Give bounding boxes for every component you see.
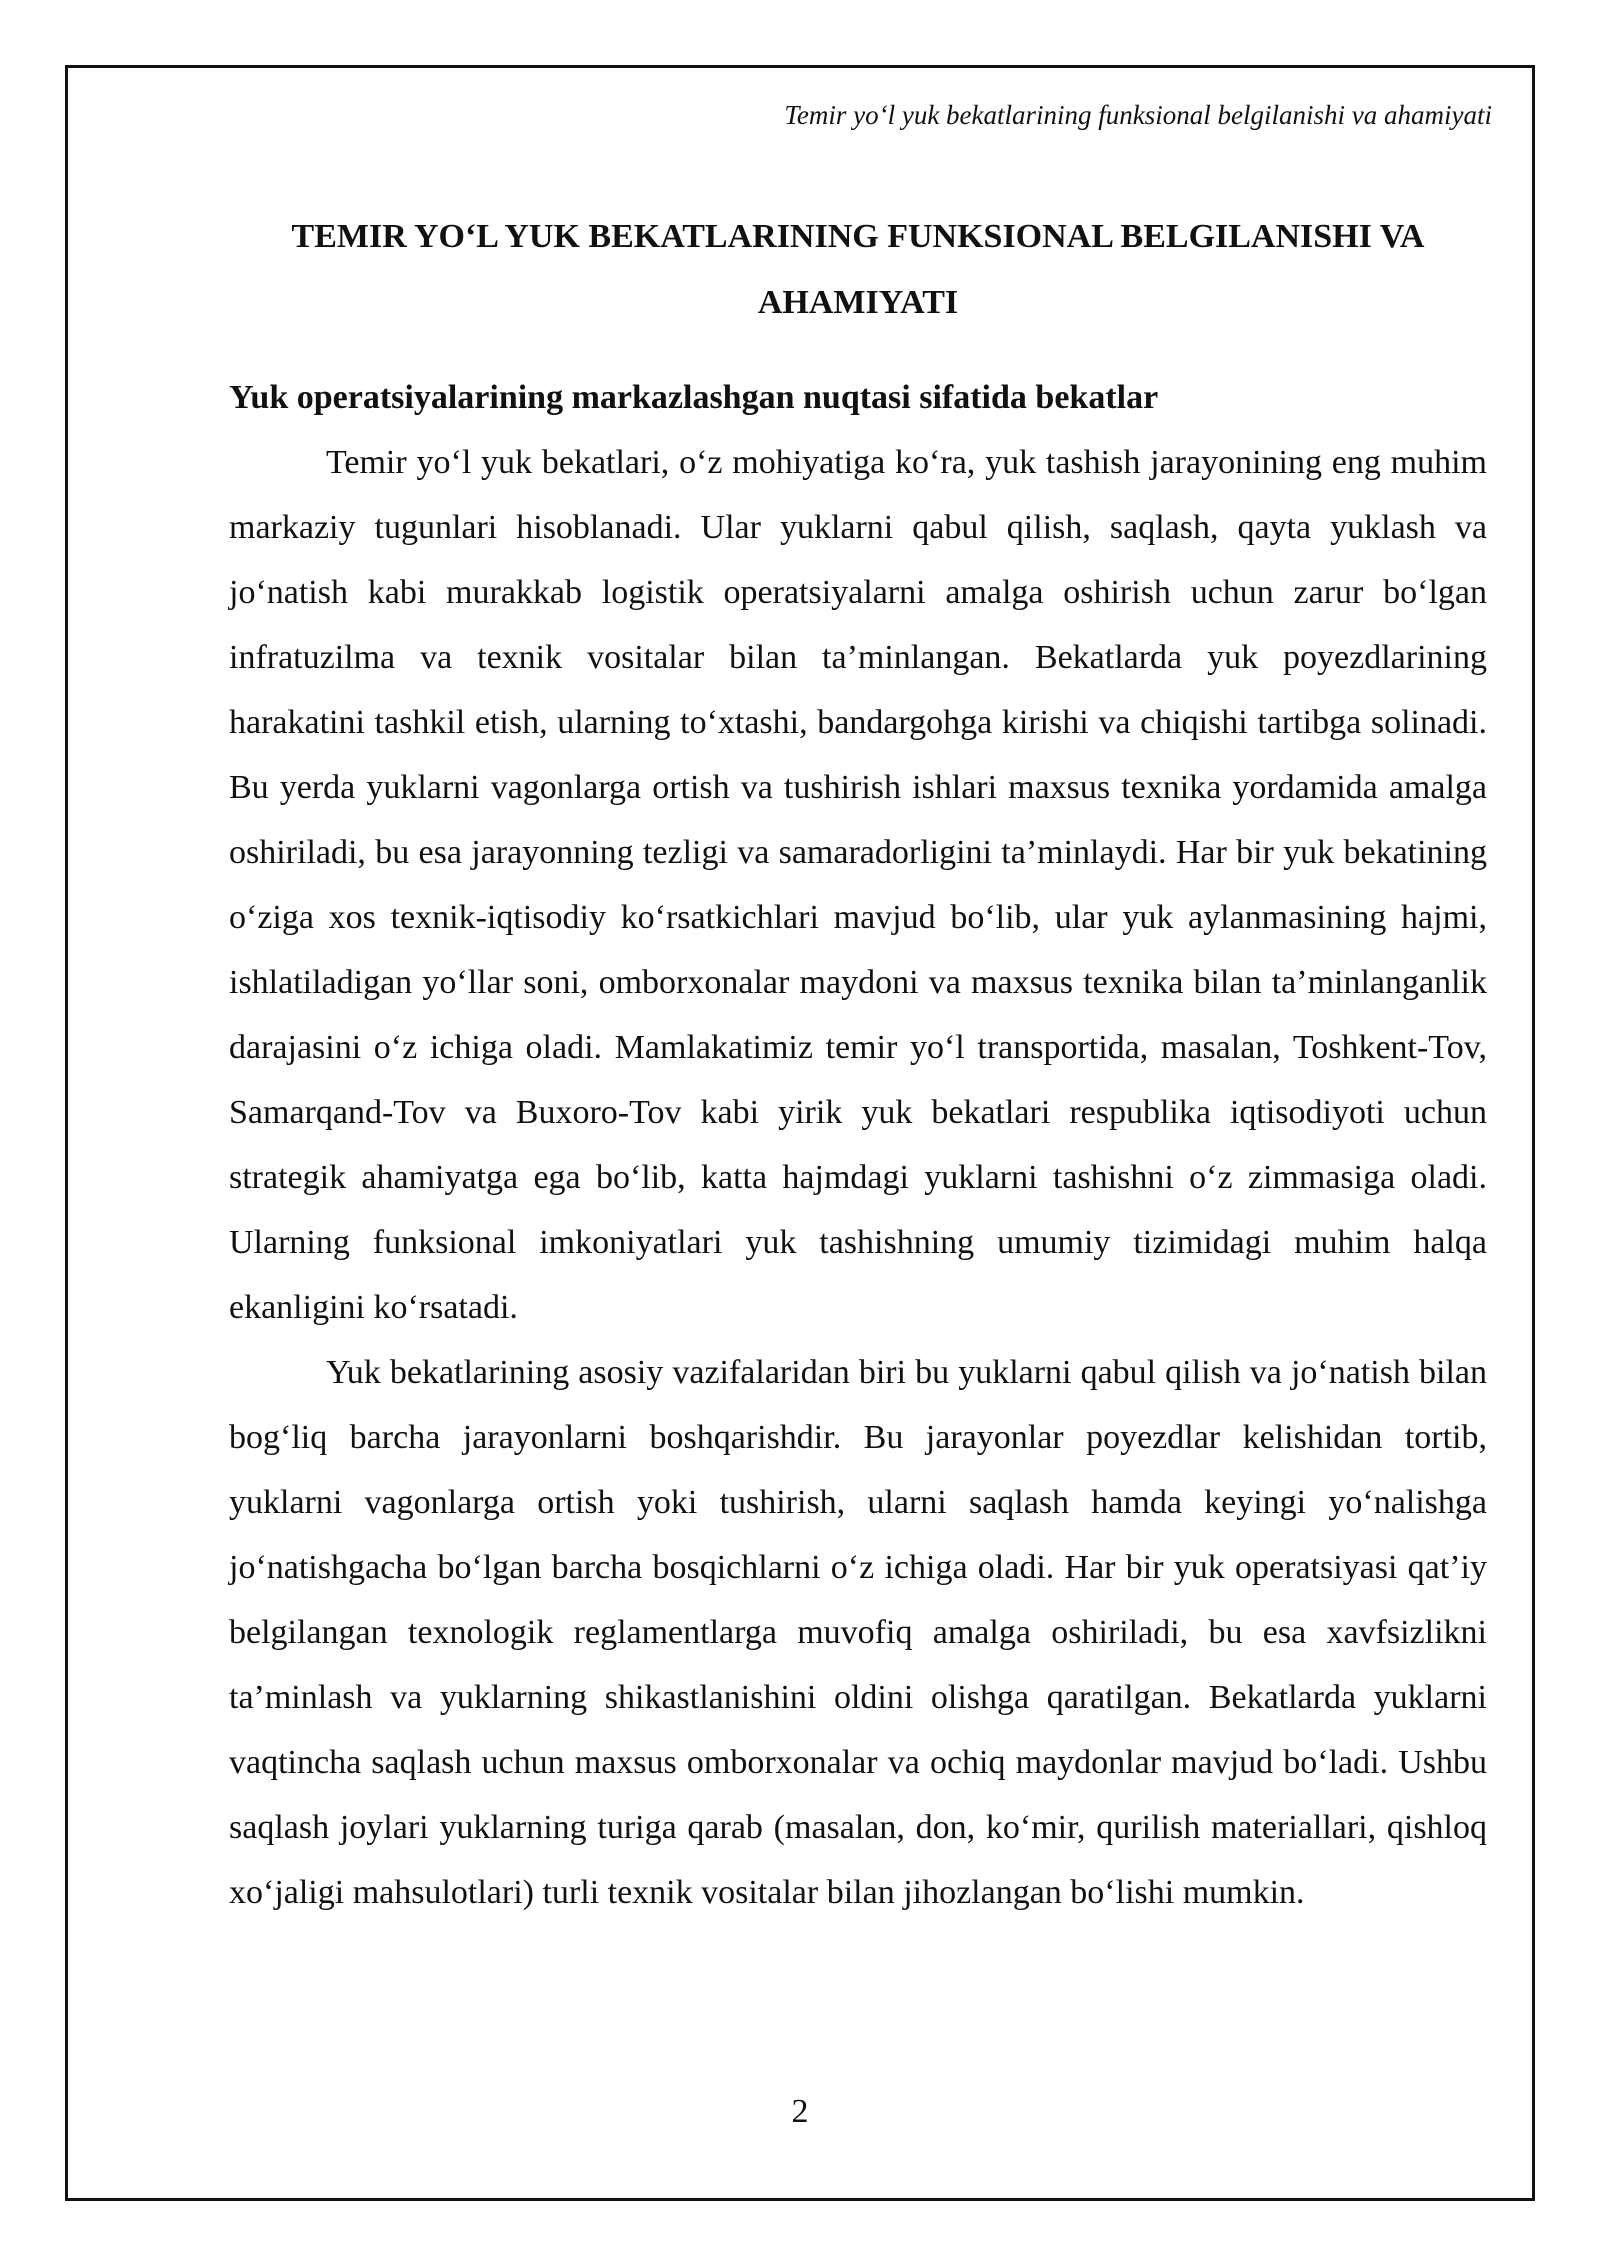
document-body	[229, 204, 1487, 1925]
running-header: Temir yo‘l yuk bekatlarining funksional belgilanishi va ahamiyati	[784, 100, 1492, 130]
document-title: TEMIR YO‘L YUK BEKATLARINING FUNKSIONAL BELGILANISHI VA AHAMIYATI	[291, 218, 1425, 321]
paragraph: Yuk bekatlarining asosiy vazifalaridan biri bu yuklarni qabul qilish va jo‘natish bilan bog‘liq barcha jarayonlarni boshqarishdir. Bu jarayonlar poyezdlar kelishidan tortib, yuklarni vagonlarga ortish yoki tushirish, ularni saqlash hamda keyingi yo‘nalishga jo‘natishgacha bo‘lgan barcha bosqichlarni o‘z ichiga oladi. Har bir yuk operatsiyasi qat’iy belgilangan texnologik reglamentlarga muvofiq amalga oshiriladi, bu esa xavfsizlikni ta’minlash va yuklarning shikastlanishini oldini olishga qaratilgan. Bekatlarda yuklarni vaqtincha saqlash uchun maxsus omborxonalar va ochiq maydonlar mavjud bo‘ladi. Ushbu saqlash joylari yuklarning turiga qarab (masalan, don, ko‘mir, qurilish materiallari, qishloq xo‘jaligi mahsulotlari) turli texnik vositalar bilan jihozlangan bo‘lishi mumkin.	[229, 1354, 1487, 1911]
paragraph: Temir yo‘l yuk bekatlari, o‘z mohiyatiga ko‘ra, yuk tashish jarayonining eng muhim markaziy tugunlari hisoblanadi. Ular yuklarni qabul qilish, saqlash, qayta yuklash va jo‘natish kabi murakkab logistik operatsiyalarni amalga oshirish uchun zarur bo‘lgan infratuzilma va texnik vositalar bilan ta’minlangan. Bekatlarda yuk poyezdlarining harakatini tashkil etish, ularning to‘xtashi, bandargohga kirishi va chiqishi tartibga solinadi. Bu yerda yuklarni vagonlarga ortish va tushirish ishlari maxsus texnika yordamida amalga oshiriladi, bu esa jarayonning tezligi va samaradorligini ta’minlaydi. Har bir yuk bekatining o‘ziga xos texnik-iqtisodiy ko‘rsatkichlari mavjud bo‘lib, ular yuk aylanmasining hajmi, ishlatiladigan yo‘llar soni, omborxonalar maydoni va maxsus texnika bilan ta’minlanganlik darajasini o‘z ichiga oladi. Mamlakatimiz temir yo‘l transportida, masalan, Toshkent-Tov, Samarqand-Tov va Buxoro-Tov kabi yirik yuk bekatlari respublika iqtisodiyoti uchun strategik ahamiyatga ega bo‘lib, katta hajmdagi yuklarni tashishni o‘z zimmasiga oladi. Ularning funksional imkoniyatlari yuk tashishning umumiy tizimidagi muhim halqa ekanligini ko‘rsatadi.	[229, 444, 1487, 1326]
page-number: 2	[791, 2093, 809, 2130]
section-heading: Yuk operatsiyalarining markazlashgan nuqtasi sifatida bekatlar	[229, 379, 1159, 416]
